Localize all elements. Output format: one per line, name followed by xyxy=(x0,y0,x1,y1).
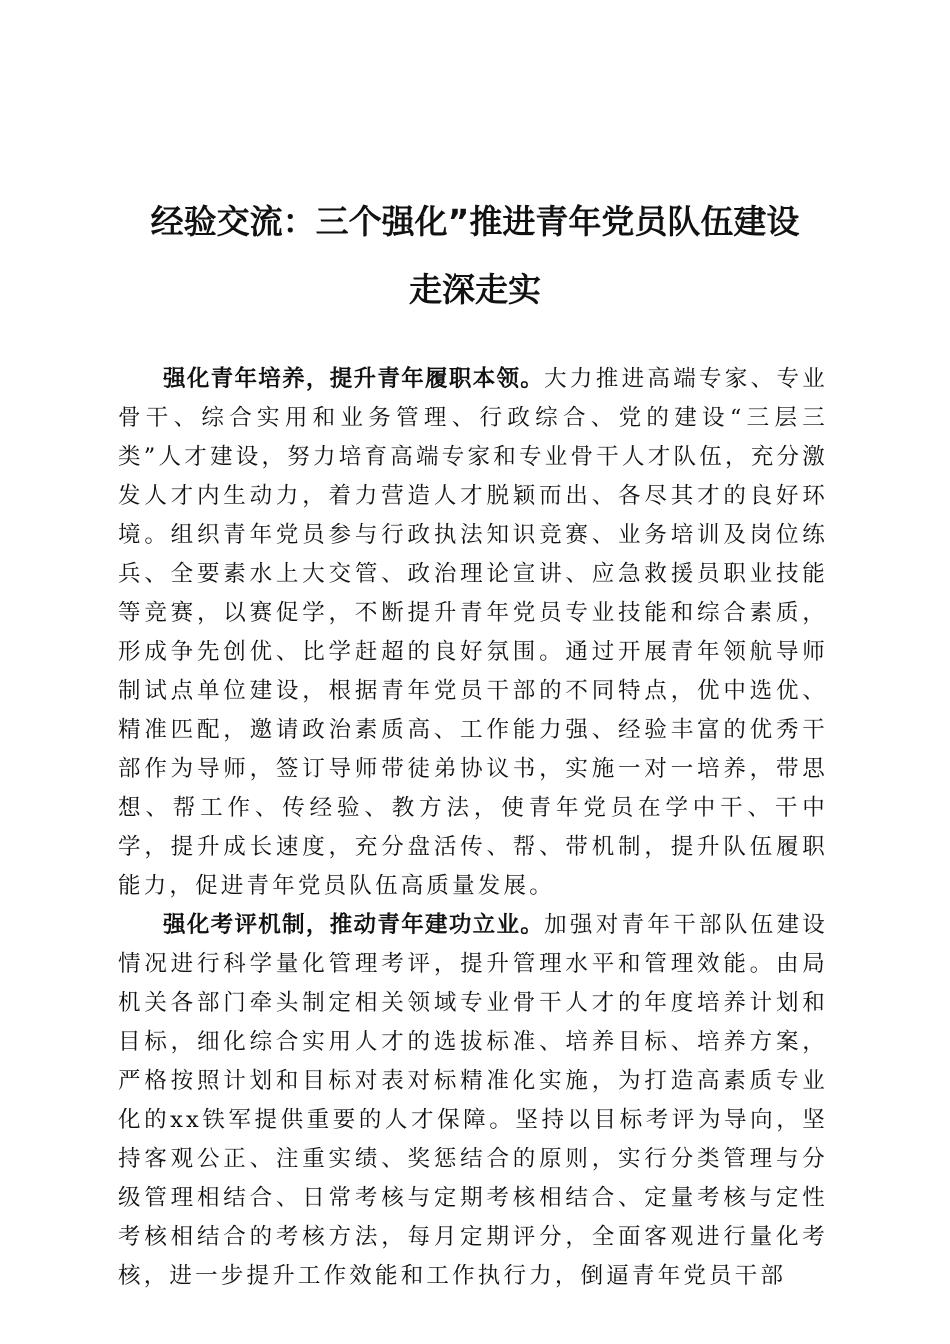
title-line-1: 经验交流：三个强化”推进青年党员队伍建设 xyxy=(150,202,800,241)
paragraph-2 xyxy=(118,906,828,1296)
paragraph-1-lead: 强化青年培养，提升青年履职本领。 xyxy=(163,366,545,392)
paragraph-1 xyxy=(118,360,828,906)
paragraph-2-text: 加强对青年干部队伍建设情况进行科学量化管理考评，提升管理水平和管理效能。由局机关各部门牵头制定相关领域专业骨干人才的年度培养计划和目标，细化综合实用人才的选拔标准、培养目标、培养方案，严格按照计划和目标对表对标精准化实施，为打造高素质专业化的xx铁军提供重要的人才保障。坚持以目标考评为导向，坚持客观公正、注重实绩、奖惩结合的原则，实行分类管理与分级管理相结合、日常考核与定期考核相结合、定量考核与定性考核相结合的考核方法，每月定期评分，全面客观进行量化考核，进一步提升工作效能和工作执行力，倒逼青年党员干部 xyxy=(118,912,828,1289)
document-body xyxy=(118,360,828,1296)
title-line-2: 走深走实 xyxy=(409,270,541,309)
document-title xyxy=(110,188,840,324)
paragraph-2-lead: 强化考评机制，推动青年建功立业。 xyxy=(163,912,545,938)
paragraph-1-text: 大力推进高端专家、专业骨干、综合实用和业务管理、行政综合、党的建设“三层三类”人才建设，努力培育高端专家和专业骨干人才队伍，充分激发人才内生动力，着力营造人才脱颖而出、各尽其才的良好环境。组织青年党员参与行政执法知识竞赛、业务培训及岗位练兵、全要素水上大交管、政治理论宣讲、应急救援员职业技能等竞赛，以赛促学，不断提升青年党员专业技能和综合素质，形成争先创优、比学赶超的良好氛围。通过开展青年领航导师制试点单位建设，根据青年党员干部的不同特点，优中选优、精准匹配，邀请政治素质高、工作能力强、经验丰富的优秀干部作为导师，签订导师带徒弟协议书，实施一对一培养，带思想、帮工作、传经验、教方法，使青年党员在学中干、干中学，提升成长速度，充分盘活传、帮、带机制，提升队伍履职能力，促进青年党员队伍高质量发展。 xyxy=(118,366,828,899)
